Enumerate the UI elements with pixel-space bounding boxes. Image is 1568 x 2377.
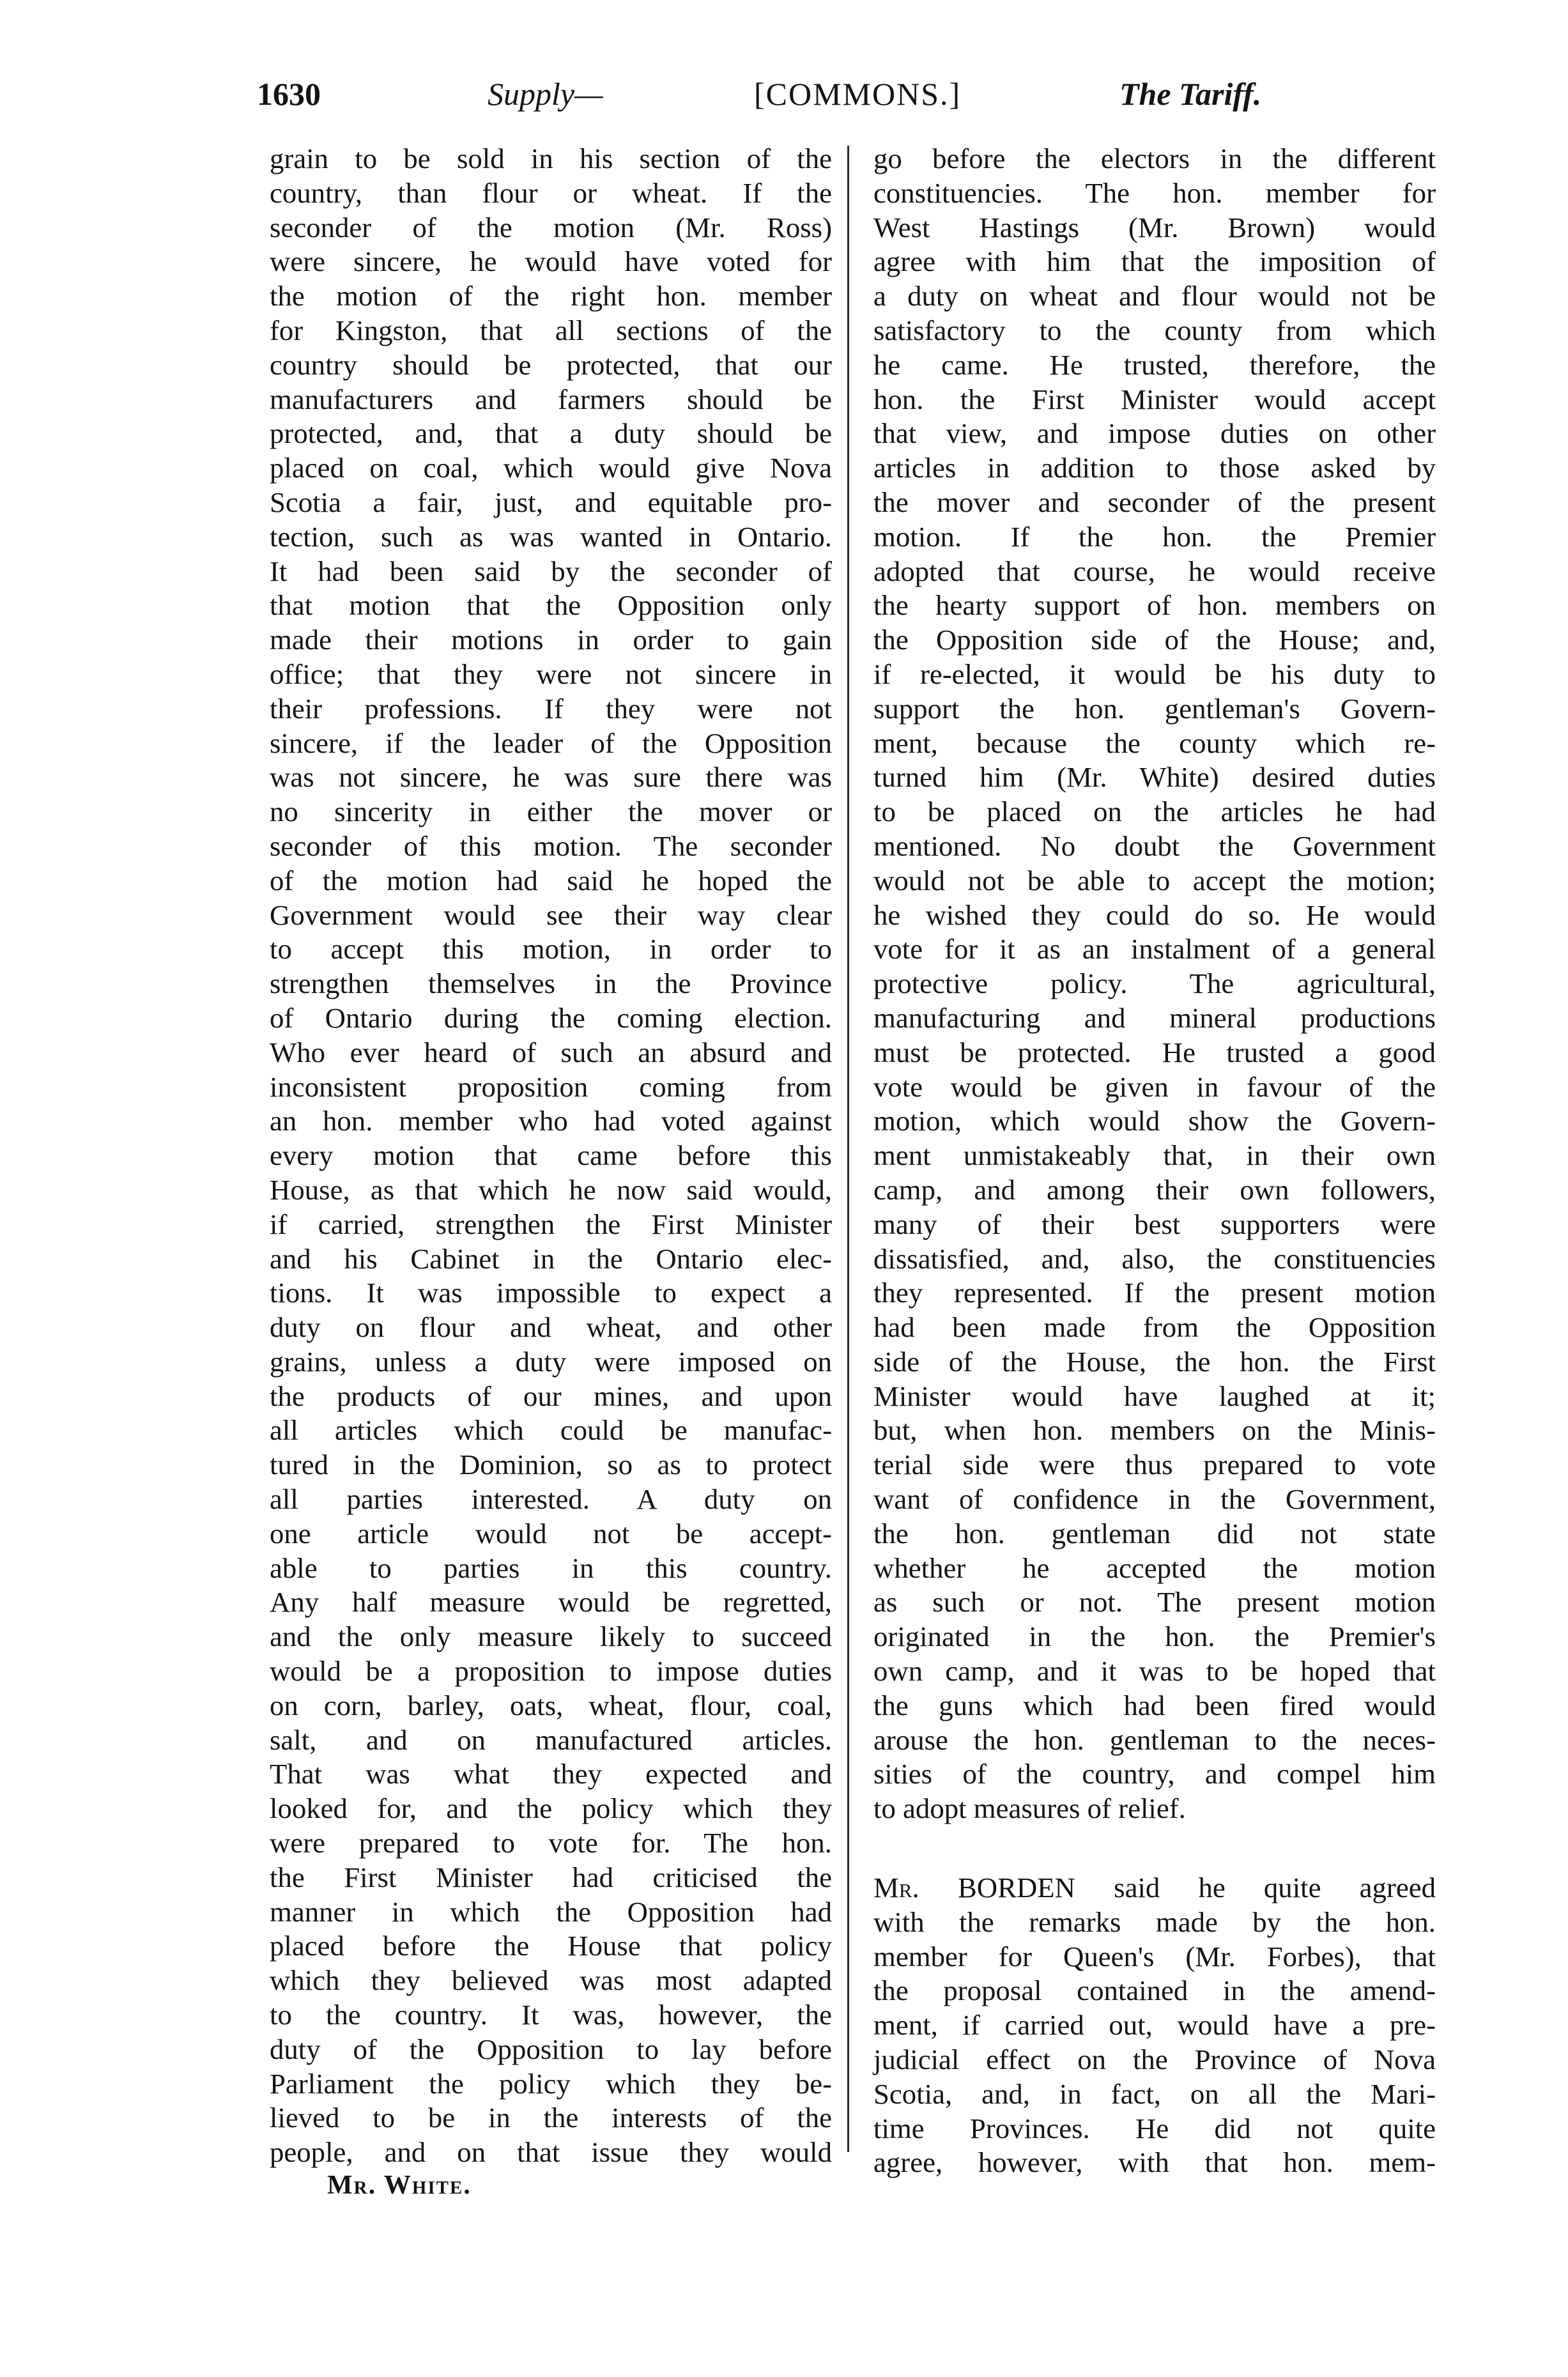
text-line: he wished they could do so. He would <box>873 898 1436 931</box>
text-line: the motion of the right hon. member <box>270 280 832 312</box>
text-line: House, as that which he now said would, <box>270 1173 832 1206</box>
text-line: made their motions in order to gain <box>270 624 832 656</box>
text-line: originated in the hon. the Premier's <box>873 1620 1436 1653</box>
text-line: vote would be given in favour of the <box>873 1070 1436 1103</box>
page-header <box>0 75 1568 127</box>
text-line: agree, however, with that hon. mem- <box>873 2146 1436 2179</box>
text-line: Minister would have laughed at it; <box>873 1380 1436 1412</box>
text-line: grain to be sold in his section of the <box>270 142 832 174</box>
text-line: to the country. It was, however, the <box>270 1999 832 2031</box>
right-column <box>873 142 1436 2180</box>
text-line: time Provinces. He did not quite <box>873 2112 1436 2144</box>
text-line: tured in the Dominion, so as to protect <box>270 1449 832 1481</box>
text-line: agree with him that the imposition of <box>873 245 1436 278</box>
text-line: of the motion had said he hoped the <box>270 864 832 896</box>
text-line: dissatisfied, and, also, the constituencies <box>873 1242 1436 1275</box>
text-line: ment, if carried out, would have a pre- <box>873 2009 1436 2042</box>
text-line: the products of our mines, and upon <box>270 1380 832 1412</box>
page-number: 1630 <box>257 76 321 112</box>
text-line: Scotia a fair, just, and equitable pro- <box>270 486 832 518</box>
text-line: which they believed was most adapted <box>270 1964 832 1997</box>
text-line: were prepared to vote for. The hon. <box>270 1827 832 1859</box>
text-line: for Kingston, that all sections of the <box>270 314 832 346</box>
text-line: to adopt measures of relief. <box>873 1792 1186 1825</box>
text-line: protected, and, that a duty should be <box>270 417 832 450</box>
text-line: the Opposition side of the House; and, <box>873 624 1436 656</box>
text-line: they represented. If the present motion <box>873 1277 1436 1309</box>
text-line: sincere, if the leader of the Opposition <box>270 727 832 759</box>
text-line: motion, which would show the Govern- <box>873 1105 1436 1137</box>
text-line: would be a proposition to impose duties <box>270 1655 832 1688</box>
left-column <box>270 142 832 2170</box>
text-line: that view, and impose duties on other <box>873 417 1436 450</box>
text-line: manufacturers and farmers should be <box>270 383 832 415</box>
text-line: Who ever heard of such an absurd and <box>270 1036 832 1068</box>
text-line: their professions. If they were not <box>270 692 832 725</box>
text-line: Parliament the policy which they be- <box>270 2067 832 2100</box>
right-paragraph-1 <box>873 142 1436 1826</box>
text-line: Any half measure would be regretted, <box>270 1586 832 1619</box>
text-line: salt, and on manufactured articles. <box>270 1723 832 1756</box>
text-line: own camp, and it was to be hoped that <box>873 1655 1436 1688</box>
text-line: side of the House, the hon. the First <box>873 1345 1436 1378</box>
text-line: to be placed on the articles he had <box>873 796 1436 828</box>
text-line: as such or not. The present motion <box>873 1586 1436 1619</box>
text-line: he came. He trusted, therefore, the <box>873 348 1436 381</box>
text-line: were sincere, he would have voted for <box>270 245 832 278</box>
running-head-center: [COMMONS.] <box>754 76 962 112</box>
text-line: the guns which had been fired would <box>873 1689 1436 1721</box>
text-line: a duty on wheat and flour would not be <box>873 280 1436 312</box>
text-line: people, and on that issue they would <box>270 2136 832 2169</box>
text-line: want of confidence in the Government, <box>873 1483 1436 1516</box>
speaker-name: Mr. BORDEN <box>873 1872 1076 1904</box>
paragraph-opening-line <box>873 1871 1436 1905</box>
text-line: That was what they expected and <box>270 1758 832 1790</box>
text-line: the hearty support of hon. members on <box>873 589 1436 622</box>
text-line: Scotia, and, in fact, on all the Mari- <box>873 2077 1436 2110</box>
text-line: judicial effect on the Province of Nova <box>873 2043 1436 2076</box>
text-line: if carried, strengthen the First Minister <box>270 1208 832 1240</box>
text-line: terial side were thus prepared to vote <box>873 1449 1436 1481</box>
text-line: looked for, and the policy which they <box>270 1792 832 1825</box>
text-line: protective policy. The agricultural, <box>873 967 1436 1000</box>
text-line: constituencies. The hon. member for <box>873 176 1436 209</box>
text-line: and the only measure likely to succeed <box>270 1620 832 1653</box>
text-line: member for Queen's (Mr. Forbes), that <box>873 1940 1436 1973</box>
text-line: and his Cabinet in the Ontario elec- <box>270 1242 832 1275</box>
text-line: all articles which could be manufac- <box>270 1414 832 1447</box>
text-line: go before the electors in the different <box>873 142 1436 174</box>
text-line: mentioned. No doubt the Government <box>873 829 1436 862</box>
text-line: was not sincere, he was sure there was <box>270 761 832 794</box>
text-line: inconsistent proposition coming from <box>270 1070 832 1103</box>
text-line: had been made from the Opposition <box>873 1311 1436 1344</box>
text-line: sities of the country, and compel him <box>873 1758 1436 1790</box>
text-line: many of their best supporters were <box>873 1208 1436 1240</box>
running-head-right: The Tariff. <box>1119 76 1262 112</box>
text-line: West Hastings (Mr. Brown) would <box>873 211 1436 243</box>
text-line: It had been said by the seconder of <box>270 555 832 587</box>
text-line: adopted that course, he would receive <box>873 555 1436 587</box>
text-line: tection, such as was wanted in Ontario. <box>270 520 832 553</box>
text-line: seconder of this motion. The seconder <box>270 829 832 862</box>
text-line: with the remarks made by the hon. <box>873 1905 1436 1938</box>
text-line: grains, unless a duty were imposed on <box>270 1345 832 1378</box>
running-head-left: Supply— <box>488 76 603 112</box>
text-line: vote for it as an instalment of a general <box>873 933 1436 965</box>
text-line: seconder of the motion (Mr. Ross) <box>270 211 832 243</box>
text-line: support the hon. gentleman's Govern- <box>873 692 1436 725</box>
text-line: Government would see their way clear <box>270 898 832 931</box>
text-line: ment unmistakeably that, in their own <box>873 1139 1436 1172</box>
text-line: on corn, barley, oats, wheat, flour, coal, <box>270 1689 832 1721</box>
text-line: tions. It was impossible to expect a <box>270 1277 832 1309</box>
text-line: country, than flour or wheat. If the <box>270 176 832 209</box>
text-line: lieved to be in the interests of the <box>270 2102 832 2134</box>
text-line: motion. If the hon. the Premier <box>873 520 1436 553</box>
text-line: if re-elected, it would be his duty to <box>873 658 1436 690</box>
text-line: placed on coal, which would give Nova <box>270 452 832 484</box>
text-line: manner in which the Opposition had <box>270 1895 832 1928</box>
text-line: an hon. member who had voted against <box>270 1105 832 1137</box>
text-line: camp, and among their own followers, <box>873 1173 1436 1206</box>
text-line: all parties interested. A duty on <box>270 1483 832 1516</box>
text-line: duty of the Opposition to lay before <box>270 2033 832 2065</box>
footer-speaker-tag: Mr. White. <box>327 2171 472 2200</box>
text-line: articles in addition to those asked by <box>873 452 1436 484</box>
paragraph-gap <box>873 1826 1436 1871</box>
text-line: the hon. gentleman did not state <box>873 1517 1436 1550</box>
text-line: hon. the First Minister would accept <box>873 383 1436 415</box>
text-line: ment, because the county which re- <box>873 727 1436 759</box>
opening-line-text: said he quite agreed <box>1075 1872 1436 1904</box>
text-line: the mover and seconder of the present <box>873 486 1436 518</box>
text-line: of Ontario during the coming election. <box>270 1001 832 1034</box>
text-line: one article would not be accept- <box>270 1517 832 1550</box>
text-line: turned him (Mr. White) desired duties <box>873 761 1436 794</box>
text-line: but, when hon. members on the Minis- <box>873 1414 1436 1447</box>
text-line: manufacturing and mineral productions <box>873 1001 1436 1034</box>
text-line: arouse the hon. gentleman to the neces- <box>873 1723 1436 1756</box>
text-line: strengthen themselves in the Province <box>270 967 832 1000</box>
text-line: would not be able to accept the motion; <box>873 864 1436 896</box>
column-divider <box>847 146 849 2152</box>
text-line: every motion that came before this <box>270 1139 832 1172</box>
text-line: must be protected. He trusted a good <box>873 1036 1436 1068</box>
right-paragraph-2 <box>873 1905 1436 2180</box>
text-line: to accept this motion, in order to <box>270 933 832 965</box>
text-line: whether he accepted the motion <box>873 1551 1436 1584</box>
text-line: satisfactory to the county from which <box>873 314 1436 346</box>
text-line: able to parties in this country. <box>270 1551 832 1584</box>
text-line: country should be protected, that our <box>270 348 832 381</box>
text-line: office; that they were not sincere in <box>270 658 832 690</box>
text-line: duty on flour and wheat, and other <box>270 1311 832 1344</box>
text-line: that motion that the Opposition only <box>270 589 832 622</box>
text-line: the First Minister had criticised the <box>270 1861 832 1893</box>
text-line: the proposal contained in the amend- <box>873 1974 1436 2007</box>
text-line: no sincerity in either the mover or <box>270 796 832 828</box>
text-line: placed before the House that policy <box>270 1930 832 1962</box>
